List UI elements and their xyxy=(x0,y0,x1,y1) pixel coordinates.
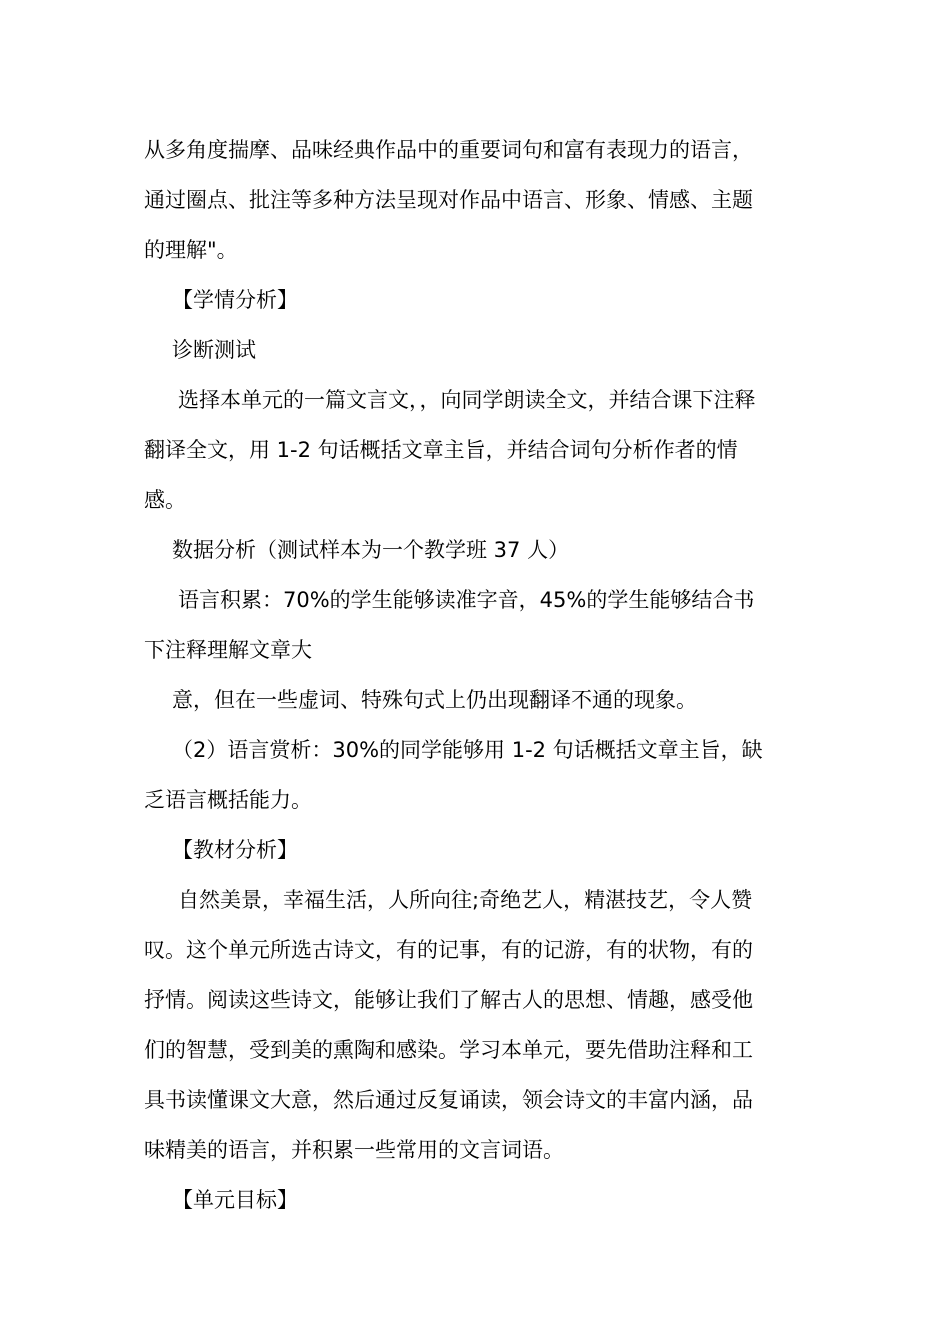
text-line: 通过圈点、批注等多种方法呈现对作品中语言、形象、情感、主题 xyxy=(144,188,753,212)
subheading: 数据分析（测试样本为一个教学班 37 人） xyxy=(172,538,570,562)
text-line: 自然美景，幸福生活，人所向往;奇绝艺人，精湛技艺，令人赞 xyxy=(178,888,753,912)
text-line: 选择本单元的一篇文言文，，向同学朗读全文，并结合课下注释 xyxy=(178,388,756,412)
section-heading: 【教材分析】 xyxy=(172,838,298,862)
text-line: 们的智慧，受到美的熏陶和感染。学习本单元，要先借助注释和工 xyxy=(144,1038,753,1062)
text-line: 翻译全文，用 1-2 句话概括文章主旨，并结合词句分析作者的情 xyxy=(144,438,738,462)
section-heading: 【学情分析】 xyxy=(172,288,298,312)
section-heading: 【单元目标】 xyxy=(172,1188,298,1212)
text-line: 味精美的语言，并积累一些常用的文言词语。 xyxy=(144,1138,564,1162)
text-line: （2）语言赏析：30%的同学能够用 1-2 句话概括文章主旨，缺 xyxy=(172,738,763,762)
text-line: 抒情。阅读这些诗文，能够让我们了解古人的思想、情趣，感受他 xyxy=(144,988,753,1012)
text-line: 具书读懂课文大意，然后通过反复诵读，领会诗文的丰富内涵，品 xyxy=(144,1088,753,1112)
subheading: 诊断测试 xyxy=(172,338,256,362)
text-line: 意，但在一些虚词、特殊句式上仍出现翻译不通的现象。 xyxy=(172,688,697,712)
text-line: 下注释理解文章大 xyxy=(144,638,312,662)
text-line: 从多角度揣摩、品味经典作品中的重要词句和富有表现力的语言， xyxy=(144,138,753,162)
text-line: 乏语言概括能力。 xyxy=(144,788,312,812)
text-line: 的理解"。 xyxy=(144,238,238,262)
text-line: 叹。这个单元所选古诗文，有的记事，有的记游，有的状物，有的 xyxy=(144,938,753,962)
text-line: 语言积累：70%的学生能够读准字音，45%的学生能够结合书 xyxy=(178,588,755,612)
text-line: 感。 xyxy=(144,488,186,512)
